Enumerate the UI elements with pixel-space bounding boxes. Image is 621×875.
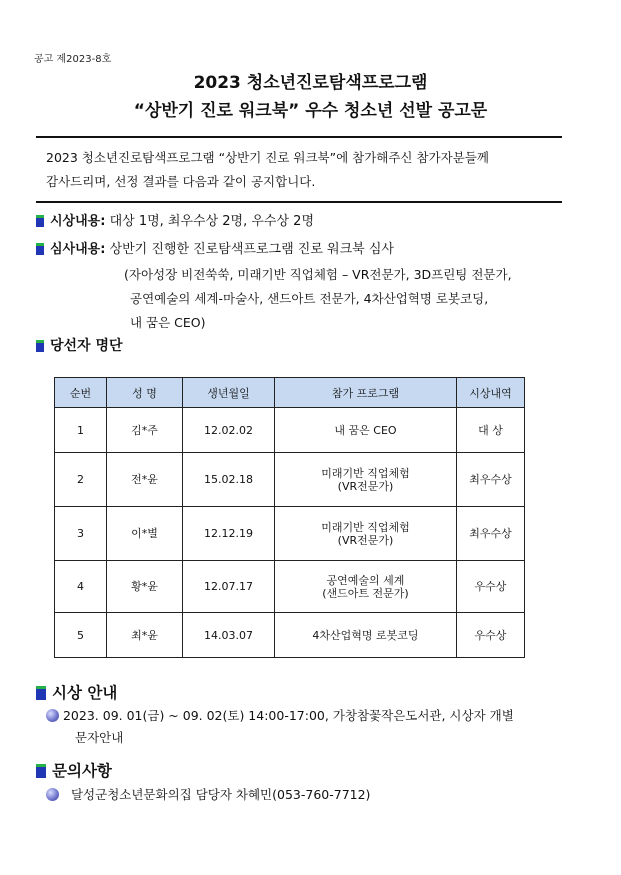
program-line-2: (샌드아트 전문가) (322, 586, 409, 600)
cell-program (275, 507, 457, 561)
section-marker-icon (36, 215, 44, 227)
cell-program (275, 453, 457, 507)
cell-birth: 12.12.19 (183, 507, 275, 561)
program-line-2: (VR전문가) (337, 533, 394, 547)
bottom-divider (36, 201, 562, 203)
winners-table (54, 377, 525, 658)
cell-name: 황*윤 (107, 561, 183, 613)
table-row (55, 561, 525, 613)
program-line-1: 내 꿈은 CEO (334, 423, 397, 437)
cell-program (275, 613, 457, 658)
bullet-icon (46, 709, 59, 722)
ceremony-heading: 시상 안내 (52, 684, 118, 702)
section-marker-icon (36, 243, 44, 255)
table-row (55, 507, 525, 561)
cell-birth: 12.07.17 (183, 561, 275, 613)
intro-line-1: 2023 청소년진로탐색프로그램 “상반기 진로 워크북”에 참가해주신 참가자분들께 (46, 150, 489, 165)
program-line-1: 미래기반 직업체험 (321, 520, 410, 534)
review-detail-1: (자아성장 비전쑥쑥, 미래기반 직업체험 – VR전문가, 3D프린팅 전문가, (124, 267, 512, 282)
cell-no: 5 (55, 613, 107, 658)
program-line-1: 4차산업혁명 로봇코딩 (312, 628, 419, 642)
ceremony-line-1: 2023. 09. 01(금) ~ 09. 02(토) 14:00-17:00, 가창참꽃작은도서관, 시상자 개별 (62, 708, 514, 723)
cell-no: 2 (55, 453, 107, 507)
header-birth: 생년월일 (183, 378, 275, 408)
cell-program (275, 561, 457, 613)
contact-heading-row (36, 759, 112, 781)
title-line-1: 2023 청소년진로탐색프로그램 (193, 73, 428, 93)
program-line-1: 미래기반 직업체험 (321, 466, 410, 480)
winners-heading-row (36, 335, 123, 355)
cell-name: 최*윤 (107, 613, 183, 658)
cell-name: 김*주 (107, 408, 183, 453)
cell-award: 우수상 (457, 561, 525, 613)
contact-heading: 문의사항 (52, 762, 112, 780)
ceremony-info (46, 705, 514, 727)
cell-no: 3 (55, 507, 107, 561)
cell-program (275, 408, 457, 453)
cell-no: 4 (55, 561, 107, 613)
award-text: 대상 1명, 최우수상 2명, 우수상 2명 (105, 214, 315, 229)
winners-heading: 당선자 명단 (50, 338, 123, 354)
cell-award: 우수상 (457, 613, 525, 658)
cell-award: 최우수상 (457, 453, 525, 507)
header-award: 시상내역 (457, 378, 525, 408)
cell-award: 대 상 (457, 408, 525, 453)
header-program: 참가 프로그램 (275, 378, 457, 408)
cell-name: 전*윤 (107, 453, 183, 507)
table-row (55, 453, 525, 507)
award-label: 시상내용: (50, 214, 106, 229)
intro-line-2: 감사드리며, 선정 결과를 다음과 같이 공지합니다. (46, 174, 316, 189)
program-line-2: (VR전문가) (337, 479, 394, 493)
review-text: 상반기 진행한 진로탐색프로그램 진로 워크북 심사 (105, 242, 394, 257)
cell-no: 1 (55, 408, 107, 453)
table-row (55, 408, 525, 453)
ceremony-line-2: 문자안내 (75, 730, 124, 745)
review-detail-2: 공연예술의 세계-마술사, 샌드아트 전문가, 4차산업혁명 로봇코딩, (130, 291, 489, 306)
intro-text (46, 146, 566, 194)
review-section (36, 240, 394, 260)
section-marker-icon (36, 686, 46, 700)
contact-text: 달성군청소년문화의집 담당자 차혜민(053-760-7712) (70, 787, 371, 802)
contact-info (46, 784, 370, 806)
section-marker-icon (36, 340, 44, 352)
section-marker-icon (36, 764, 46, 778)
program-line-1: 공연예술의 세계 (326, 573, 405, 587)
award-section (36, 212, 314, 232)
cell-name: 이*별 (107, 507, 183, 561)
notice-number: 공고 제2023-8호 (34, 54, 112, 65)
cell-birth: 12.02.02 (183, 408, 275, 453)
table-row (55, 613, 525, 658)
top-divider (36, 136, 562, 138)
review-label: 심사내용: (50, 242, 106, 257)
table-header-row (55, 378, 525, 408)
cell-birth: 14.03.07 (183, 613, 275, 658)
header-no: 순번 (55, 378, 107, 408)
bullet-icon (46, 788, 59, 801)
ceremony-heading-row (36, 681, 117, 703)
review-detail-3: 내 꿈은 CEO) (130, 315, 206, 330)
cell-award: 최우수상 (457, 507, 525, 561)
cell-birth: 15.02.18 (183, 453, 275, 507)
title-line-2: “상반기 진로 워크북” 우수 청소년 선발 공고문 (133, 101, 488, 121)
header-name: 성 명 (107, 378, 183, 408)
